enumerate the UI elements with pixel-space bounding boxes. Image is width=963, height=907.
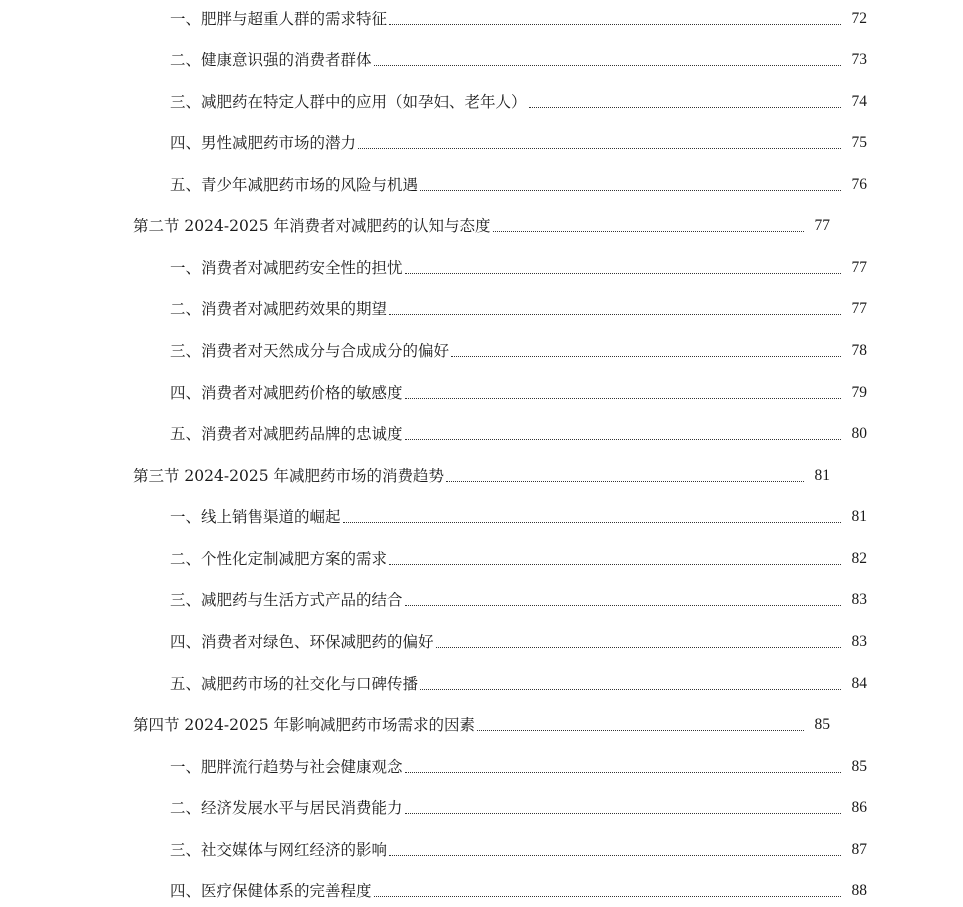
toc-entry[interactable]	[0, 88, 963, 112]
toc-section-heading[interactable]	[0, 711, 926, 735]
toc-entry[interactable]	[0, 628, 963, 652]
toc-entry-title: 五、青少年减肥药市场的风险与机遇	[170, 176, 419, 194]
toc-entry[interactable]	[0, 129, 963, 153]
dot-leader	[529, 107, 841, 108]
dot-leader	[477, 730, 804, 731]
dot-leader	[446, 481, 804, 482]
toc-entry-page: 78	[851, 342, 867, 359]
toc-entry[interactable]	[0, 254, 963, 278]
toc-entry[interactable]	[0, 503, 963, 527]
toc-entry[interactable]	[0, 337, 963, 361]
dot-leader	[343, 522, 841, 523]
toc-entry-page: 76	[851, 176, 867, 193]
toc-section-title: 第四节 2024-2025 年影响减肥药市场需求的因素	[133, 716, 475, 734]
toc-entry-title: 三、消费者对天然成分与合成成分的偏好	[170, 342, 450, 360]
toc-entry-page: 77	[851, 259, 867, 276]
toc-section-heading[interactable]	[0, 462, 926, 486]
dot-leader	[405, 273, 841, 274]
dot-leader	[451, 356, 841, 357]
dot-leader	[405, 439, 841, 440]
toc-entry-page: 82	[851, 550, 867, 567]
toc-entry-title: 二、健康意识强的消费者群体	[170, 51, 372, 69]
dot-leader	[405, 398, 841, 399]
toc-entry-title: 二、个性化定制减肥方案的需求	[170, 550, 388, 568]
toc-entry-title: 五、减肥药市场的社交化与口碑传播	[170, 675, 419, 693]
toc-entry-page: 88	[851, 882, 867, 899]
toc-entry-title: 五、消费者对减肥药品牌的忠诚度	[170, 425, 403, 443]
toc-entry-title: 三、减肥药与生活方式产品的结合	[170, 591, 403, 609]
toc-entry-title: 四、消费者对绿色、环保减肥药的偏好	[170, 633, 434, 651]
dot-leader	[374, 65, 841, 66]
toc-entry-page: 85	[851, 758, 867, 775]
toc-entry[interactable]	[0, 46, 963, 70]
toc-entry[interactable]	[0, 586, 963, 610]
toc-entry-page: 81	[851, 508, 867, 525]
toc-entry[interactable]	[0, 5, 963, 29]
toc-entry-title: 四、消费者对减肥药价格的敏感度	[170, 384, 403, 402]
toc-entry-page: 80	[851, 425, 867, 442]
toc-entry[interactable]	[0, 420, 963, 444]
dot-leader	[358, 148, 841, 149]
toc-entry[interactable]	[0, 545, 963, 569]
dot-leader	[389, 855, 841, 856]
toc-entry[interactable]	[0, 794, 963, 818]
toc-entry-page: 86	[851, 799, 867, 816]
toc-entry-title: 二、经济发展水平与居民消费能力	[170, 799, 403, 817]
toc-entry[interactable]	[0, 295, 963, 319]
toc-entry-page: 77	[814, 217, 830, 234]
toc-entry-title: 三、社交媒体与网红经济的影响	[170, 841, 388, 859]
toc-entry[interactable]	[0, 836, 963, 860]
toc-entry-page: 77	[851, 300, 867, 317]
toc-entry-page: 75	[851, 134, 867, 151]
toc-entry-page: 74	[851, 93, 867, 110]
toc-entry-page: 84	[851, 675, 867, 692]
toc-entry[interactable]	[0, 753, 963, 777]
toc-entry-page: 79	[851, 384, 867, 401]
toc-entry-page: 81	[814, 467, 830, 484]
dot-leader	[405, 605, 841, 606]
dot-leader	[389, 24, 841, 25]
dot-leader	[405, 813, 841, 814]
toc-entry-title: 四、男性减肥药市场的潜力	[170, 134, 357, 152]
dot-leader	[493, 231, 805, 232]
toc-entry-page: 83	[851, 633, 867, 650]
toc-entry-page: 73	[851, 51, 867, 68]
toc-entry-title: 二、消费者对减肥药效果的期望	[170, 300, 388, 318]
toc-entry-page: 85	[814, 716, 830, 733]
dot-leader	[420, 689, 841, 690]
toc-entry-title: 一、线上销售渠道的崛起	[170, 508, 341, 526]
toc-entry[interactable]	[0, 877, 963, 901]
dot-leader	[374, 896, 841, 897]
toc-entry[interactable]	[0, 379, 963, 403]
toc-entry[interactable]	[0, 670, 963, 694]
toc-section-heading[interactable]	[0, 212, 926, 236]
toc-entry-page: 83	[851, 591, 867, 608]
toc-entry[interactable]	[0, 171, 963, 195]
toc-section-title: 第二节 2024-2025 年消费者对减肥药的认知与态度	[133, 217, 491, 235]
dot-leader	[420, 190, 841, 191]
toc-entry-title: 四、医疗保健体系的完善程度	[170, 882, 372, 900]
dot-leader	[436, 647, 841, 648]
toc-entry-title: 一、消费者对减肥药安全性的担忧	[170, 259, 403, 277]
dot-leader	[389, 564, 841, 565]
toc-entry-title: 一、肥胖流行趋势与社会健康观念	[170, 758, 403, 776]
toc-section-title: 第三节 2024-2025 年减肥药市场的消费趋势	[133, 467, 444, 485]
toc-entry-title: 三、减肥药在特定人群中的应用（如孕妇、老年人）	[170, 93, 527, 111]
dot-leader	[405, 772, 841, 773]
toc-entry-title: 一、肥胖与超重人群的需求特征	[170, 10, 388, 28]
toc-entry-page: 87	[851, 841, 867, 858]
toc-entry-page: 72	[851, 10, 867, 27]
dot-leader	[389, 314, 841, 315]
